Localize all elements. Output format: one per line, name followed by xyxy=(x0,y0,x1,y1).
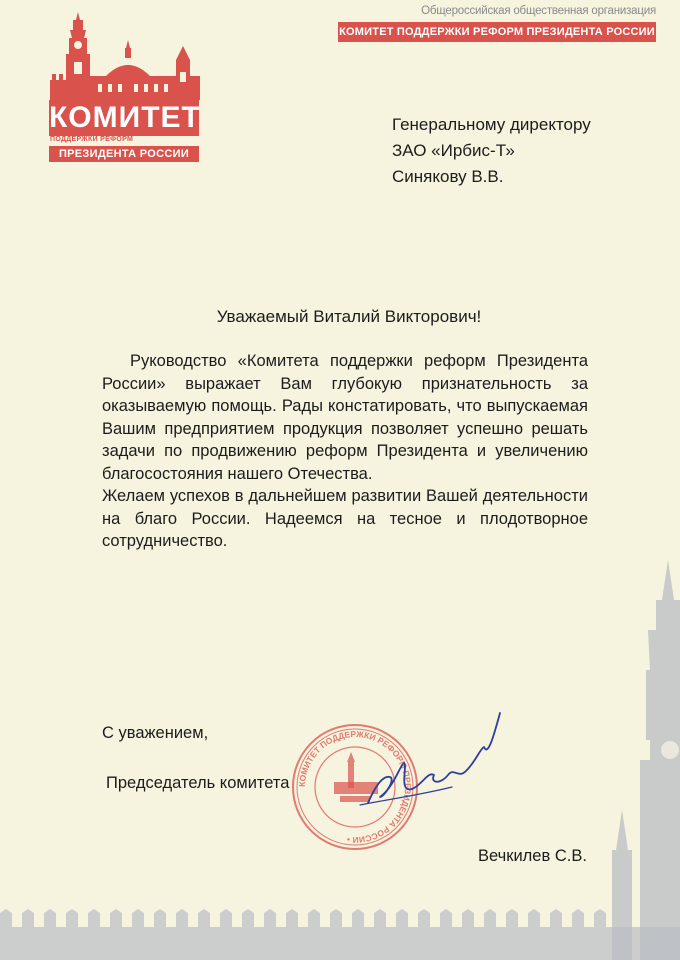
salutation: Уважаемый Виталий Викторович! xyxy=(216,307,482,326)
addressee-line: ЗАО «Ирбис-Т» xyxy=(392,141,515,160)
kremlin-wall-border-icon xyxy=(0,905,680,960)
signature-icon xyxy=(330,705,510,815)
signer-position: Председатель комитета xyxy=(106,774,290,792)
logo-subtitle-top: ПОДДЕРЖКИ РЕФОРМ xyxy=(50,136,134,143)
closing-phrase: С уважением, xyxy=(102,724,209,742)
org-type-caption: Общероссийская общественная организация xyxy=(421,5,656,17)
addressee-block xyxy=(392,112,591,190)
body-paragraph: Желаем успехов в дальнейшем развитии Вашей деятельности на благо России. Надеемся на тесное и плодотворное сотрудничество. xyxy=(102,487,588,550)
signer-name: Вечкилев С.В. xyxy=(478,847,587,865)
logo-word: КОМИТЕТ xyxy=(49,101,201,134)
body-paragraph: Руководство «Комитета поддержки реформ Президента России» выражает Вам глубокую признательность за оказываемую помощь. Рады констатировать, что выпускаемая Вашим предприятием продукция позволяет успешно решать задачи по продвижению реформ Президента и увеличению благосостояния нашего Отечества. xyxy=(102,352,588,483)
svg-text:КОМИТЕТ ПОДДЕРЖКИ РЕФОРМ ПРЕЗИ: КОМИТЕТ ПОДДЕРЖКИ РЕФОРМ ПРЕЗИДЕНТА РОССИИ • xyxy=(296,728,414,846)
org-name-banner: КОМИТЕТ ПОДДЕРЖКИ РЕФОРМ ПРЕЗИДЕНТА РОССИИ xyxy=(338,22,656,42)
addressee-line: Генеральному директору xyxy=(392,115,591,134)
letter-body xyxy=(102,350,588,553)
addressee-line: Синякову В.В. xyxy=(392,167,504,186)
logo-subtitle-banner: ПРЕЗИДЕНТА РОССИИ xyxy=(49,146,199,162)
kremlin-tower-watermark-icon xyxy=(600,560,680,960)
